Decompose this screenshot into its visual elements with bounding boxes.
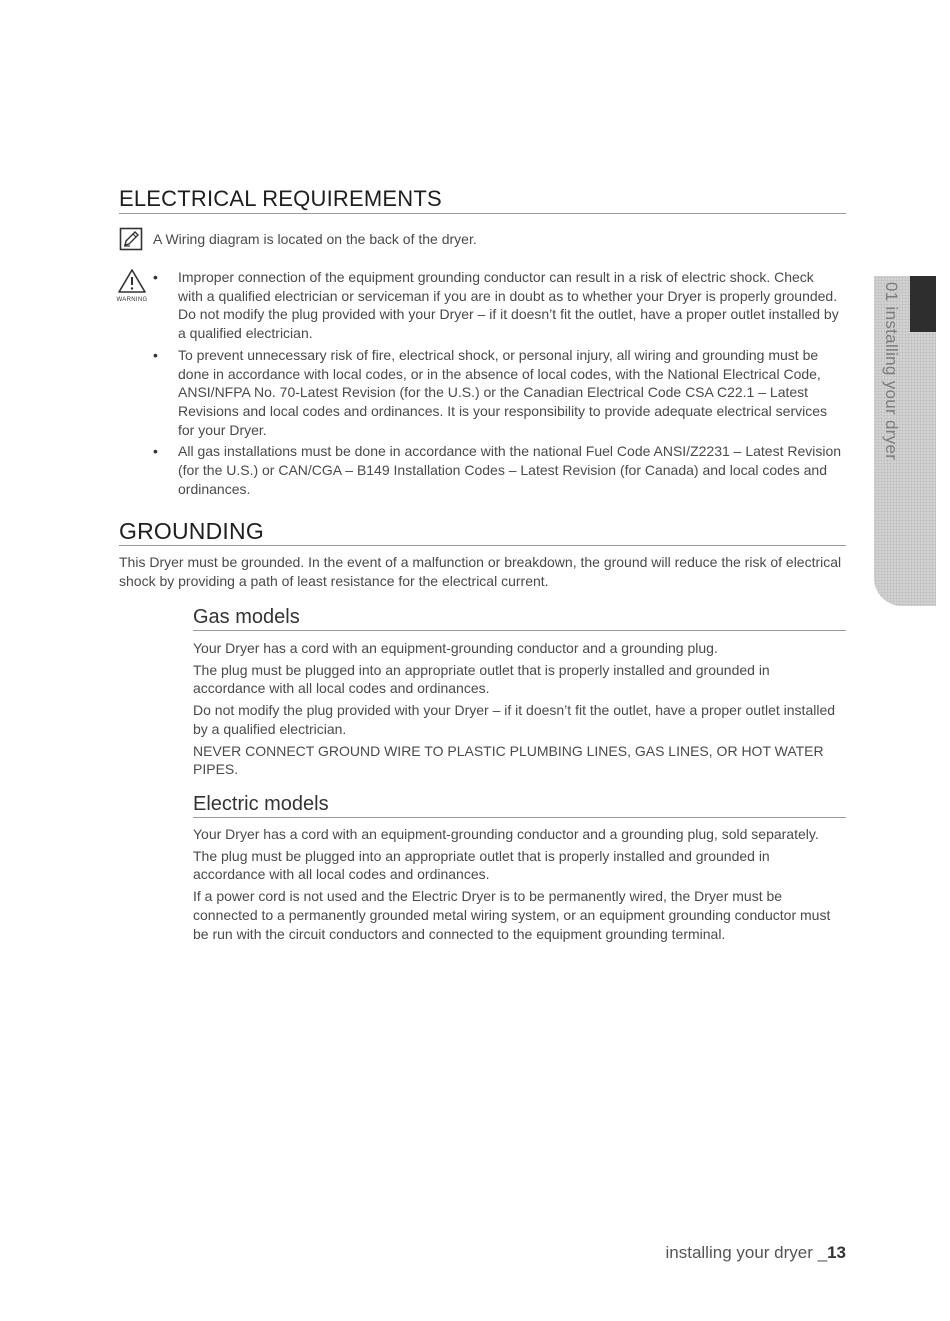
gas-models-paragraph: NEVER CONNECT GROUND WIRE TO PLASTIC PLUMBING LINES, GAS LINES, OR HOT WATER PIPES. — [193, 742, 824, 778]
page-footer — [666, 1243, 847, 1263]
gas-models-paragraph: The plug must be plugged into an appropriate outlet that is properly installed and grounded in accordance with all local codes and ordinances. — [193, 661, 770, 697]
wiring-note — [119, 230, 846, 251]
warning-bullet-list — [152, 268, 842, 501]
electric-models-paragraph: Your Dryer has a cord with an equipment-grounding conductor and a grounding plug, sold separately. — [193, 826, 819, 842]
electric-models-paragraph: The plug must be plugged into an appropriate outlet that is properly installed and grounded in accordance with all local codes and ordinances. — [193, 847, 770, 883]
warning-bullet: • To prevent unnecessary risk of fire, electrical shock, or personal injury, all wiring and grounding must be done in accordance with local codes, or in the absence of local codes, with the National Electrical Code, ANSI/NFPA No. 70-Latest Revision (for the U.S.) or the Canadian Electrical Code CSA C22.1 – Latest Revisions and local codes and ordinances. It is your responsibility to provide adequate electrical services for your Dryer. — [152, 346, 842, 440]
chapter-tab-marker — [910, 276, 936, 332]
grounding-heading: GROUNDING — [119, 518, 846, 546]
electric-models-paragraph: If a power cord is not used and the Electric Dryer is to be permanently wired, the Dryer must be connected to a permanently grounded metal wiring system, or an equipment grounding conductor must be run with the circuit conductors and connected to the equipment grounding terminal. — [193, 888, 831, 942]
gas-models-body — [193, 639, 843, 782]
note-pencil-icon — [119, 227, 143, 251]
warning-marker — [112, 268, 152, 303]
electric-models-body — [193, 825, 843, 946]
warning-label: WARNING — [116, 297, 148, 303]
warning-bullet: • Improper connection of the equipment grounding conductor can result in a risk of electric shock. Check with a qualified electrician or serviceman if you are in doubt as to whether your Dryer is properly grounded. Do not modify the plug provided with your Dryer – if it doesn’t fit the outlet, have a proper outlet installed by a qualified electrician. — [152, 268, 842, 343]
electrical-requirements-heading: ELECTRICAL REQUIREMENTS — [119, 186, 846, 214]
warning-triangle-icon — [117, 268, 147, 294]
grounding-intro — [119, 553, 846, 593]
footer-section-title: installing your dryer _ — [665, 1243, 828, 1262]
grounding-intro-text: This Dryer must be grounded. In the event of a malfunction or breakdown, the ground will reduce the risk of electrical shock by providing a path of least resistance for the electrical current. — [119, 554, 842, 589]
gas-models-paragraph: Your Dryer has a cord with an equipment-grounding conductor and a grounding plug. — [193, 640, 718, 656]
page-number: 13 — [827, 1243, 846, 1262]
wiring-note-text: A Wiring diagram is located on the back of the dryer. — [153, 231, 477, 247]
gas-models-heading: Gas models — [193, 605, 846, 631]
chapter-side-tab-label: 01 installing your dryer — [882, 282, 901, 461]
warning-bullet: • All gas installations must be done in accordance with the national Fuel Code ANSI/Z2231 – Latest Revision (for the U.S.) or CAN/CGA – B149 Installation Codes – Latest Revision (for Canada) and local codes and ordinances. — [152, 442, 842, 498]
electric-models-heading: Electric models — [193, 792, 846, 818]
gas-models-paragraph: Do not modify the plug provided with your Dryer – if it doesn’t fit the outlet, have a proper outlet installed by a qualified electrician. — [193, 702, 836, 737]
